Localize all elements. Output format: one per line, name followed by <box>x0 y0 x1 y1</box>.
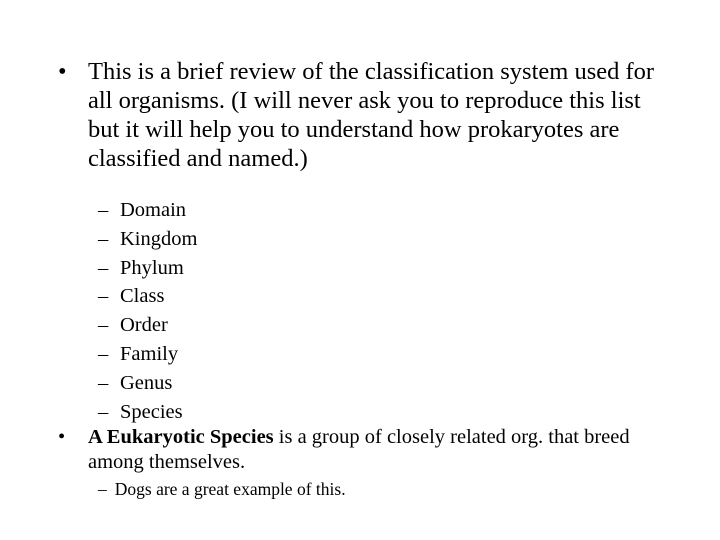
dash-icon: – <box>98 256 109 279</box>
rank-item: – Genus <box>98 369 197 398</box>
dash-icon: – <box>98 314 109 337</box>
dash-icon: – <box>98 227 109 250</box>
rank-item: – Class <box>98 282 197 311</box>
dash-icon: – <box>98 371 109 394</box>
dash-icon: – <box>98 479 107 499</box>
species-term: A Eukaryotic Species <box>88 426 274 448</box>
intro-text: This is a brief review of the classification system used for all organisms. (I will never ask you to reproduce this list but it will help you to understand how prokaryotes are classified and named.) <box>88 58 655 172</box>
rank-item: – Domain <box>98 196 197 225</box>
rank-item: – Family <box>98 340 197 369</box>
species-text <box>88 425 658 475</box>
rank-item: – Order <box>98 311 197 340</box>
rank-item: – Phylum <box>98 254 197 283</box>
bullet-icon: • <box>58 426 66 448</box>
example-note <box>98 478 346 500</box>
dash-icon: – <box>98 400 109 423</box>
dash-icon: – <box>98 342 109 365</box>
intro-bullet <box>58 57 658 173</box>
rank-list <box>98 196 197 426</box>
rank-item: – Kingdom <box>98 225 197 254</box>
dash-icon: – <box>98 199 109 221</box>
dash-icon: – <box>98 285 109 308</box>
example-text: Dogs are a great example of this. <box>114 479 346 499</box>
rank-item: – Species <box>98 398 197 427</box>
species-bullet <box>58 425 658 475</box>
bullet-icon: • <box>58 58 67 85</box>
species-definition: is a group of closely related org. that breed among themselves. <box>88 426 630 473</box>
